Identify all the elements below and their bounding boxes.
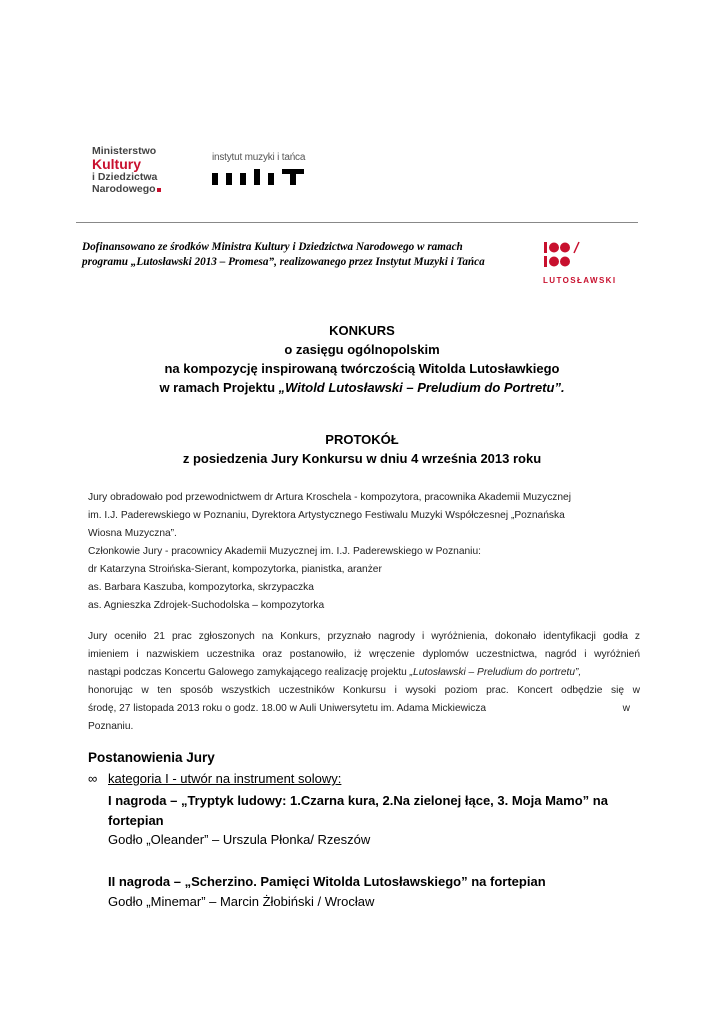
ministry-dot-icon <box>157 188 161 192</box>
prize-1-title-line-2: fortepian <box>108 812 164 828</box>
evaluation-line-1: Jury oceniło 21 prac zgłoszonych na Konkurs, przyznało nagrody i wyróżnienia, dokonało identyfikacji godła z <box>88 631 640 642</box>
evaluation-paragraph <box>88 628 640 736</box>
ministry-line-4: Narodowego <box>92 183 156 195</box>
ministry-logo <box>92 145 182 195</box>
protocol-heading <box>0 430 724 468</box>
jury-line: Wiosna Muzyczna”. <box>88 528 177 539</box>
jury-line: Członkowie Jury - pracownicy Akademii Muzycznej im. I.J. Paderewskiego w Poznaniu: <box>88 546 481 557</box>
imit-wordmark: instytut muzyki i tańca <box>212 152 306 163</box>
jury-line: dr Katarzyna Stroińska-Sierant, kompozytorka, pianistka, aranżer <box>88 564 382 575</box>
evaluation-line-3-prefix: nastąpi podczas Koncertu Galowego zamykającego realizację projektu <box>88 667 410 678</box>
jury-line: as. Barbara Kaszuba, kompozytorka, skrzypaczka <box>88 582 314 593</box>
ministry-line-3: i Dziedzictwa <box>92 171 158 183</box>
lutoslawski-100-icon <box>543 241 591 269</box>
category-label: kategoria I - utwór na instrument solowy: <box>108 771 342 786</box>
lutoslawski-wordmark: LUTOSŁAWSKI <box>543 276 617 285</box>
jury-line: Jury obradowało pod przewodnictwem dr Artura Kroschela - kompozytora, pracownika Akademii Muzycznej <box>88 492 571 503</box>
decisions-title: Postanowienia Jury <box>88 750 215 765</box>
funding-line-1: Dofinansowano ze środków Ministra Kultury i Dziedzictwa Narodowego w ramach <box>82 241 463 253</box>
protocol-title: PROTOKÓŁ <box>325 432 399 447</box>
evaluation-line-4: honorując w ten sposób wszystkich uczestników Konkursu i wysoki poziom prac. Koncert odbędzie się w <box>88 685 640 696</box>
evaluation-line-6: Poznaniu. <box>88 721 134 732</box>
ministry-line-1: Ministerstwo <box>92 145 157 157</box>
infinity-bullet-icon: ∞ <box>88 771 98 786</box>
heading-line-3: na kompozycję inspirowaną twórczością Witolda Lutosławkiego <box>164 361 560 376</box>
lutoslawski-logo <box>543 241 633 285</box>
heading-line-4 <box>0 378 724 397</box>
category-item <box>88 771 341 786</box>
imit-bars-icon <box>212 169 308 185</box>
heading-line-2: o zasięgu ogólnopolskim <box>284 342 440 357</box>
protocol-subtitle: z posiedzenia Jury Konkursu w dniu 4 września 2013 roku <box>182 451 542 466</box>
project-title: „Witold Lutosławski – Preludium do Portretu”. <box>278 380 565 395</box>
prize-1-title-line-1: I nagroda – „Tryptyk ludowy: 1.Czarna kura, 2.Na zielonej łące, 3. Moja Mamo” na <box>108 793 608 808</box>
concert-project-title: „Lutosławski – Preludium do portretu”, <box>409 667 582 678</box>
heading-konkurs: KONKURS <box>329 323 395 338</box>
funding-line-2: programu „Lutosławski 2013 – Promesa”, realizowanego przez Instytut Muzyki i Tańca <box>82 256 485 268</box>
prize-1 <box>108 791 608 850</box>
funding-note <box>82 240 532 270</box>
jury-paragraph <box>88 489 640 615</box>
evaluation-line-5-end: w <box>622 703 630 714</box>
heading-line-4-prefix: w ramach Projektu <box>159 380 279 395</box>
jury-line: as. Agnieszka Zdrojek-Suchodolska – kompozytorka <box>88 600 325 611</box>
evaluation-line-2: imieniem i nazwiskiem uczestnika oraz postanowiło, iż wręczenie dyplomów uczestnictwa, nagród i wyróżnień <box>88 649 640 660</box>
jury-line: im. I.J. Paderewskiego w Poznaniu, Dyrektora Artystycznego Festiwalu Muzyki Współczesnej „Poznańska <box>88 510 565 521</box>
imit-logo <box>212 152 322 185</box>
prize-2 <box>108 872 546 911</box>
prize-1-motto: Godło „Oleander” – Urszula Płonka/ Rzeszów <box>108 832 371 847</box>
evaluation-line-5-text: środę, 27 listopada 2013 roku o godz. 18.00 w Auli Uniwersytetu im. Adama Mickiewicza <box>88 703 487 714</box>
ministry-line-2: Kultury <box>92 156 141 172</box>
header-divider <box>76 222 638 223</box>
evaluation-line-3 <box>88 664 640 682</box>
competition-heading <box>0 321 724 397</box>
prize-2-title: II nagroda – „Scherzino. Pamięci Witolda Lutosławskiego” na fortepian <box>108 874 546 889</box>
prize-2-motto: Godło „Minemar” – Marcin Żłobiński / Wrocław <box>108 893 375 909</box>
evaluation-line-5 <box>88 700 640 718</box>
ministry-line-4-wrap <box>92 183 182 195</box>
